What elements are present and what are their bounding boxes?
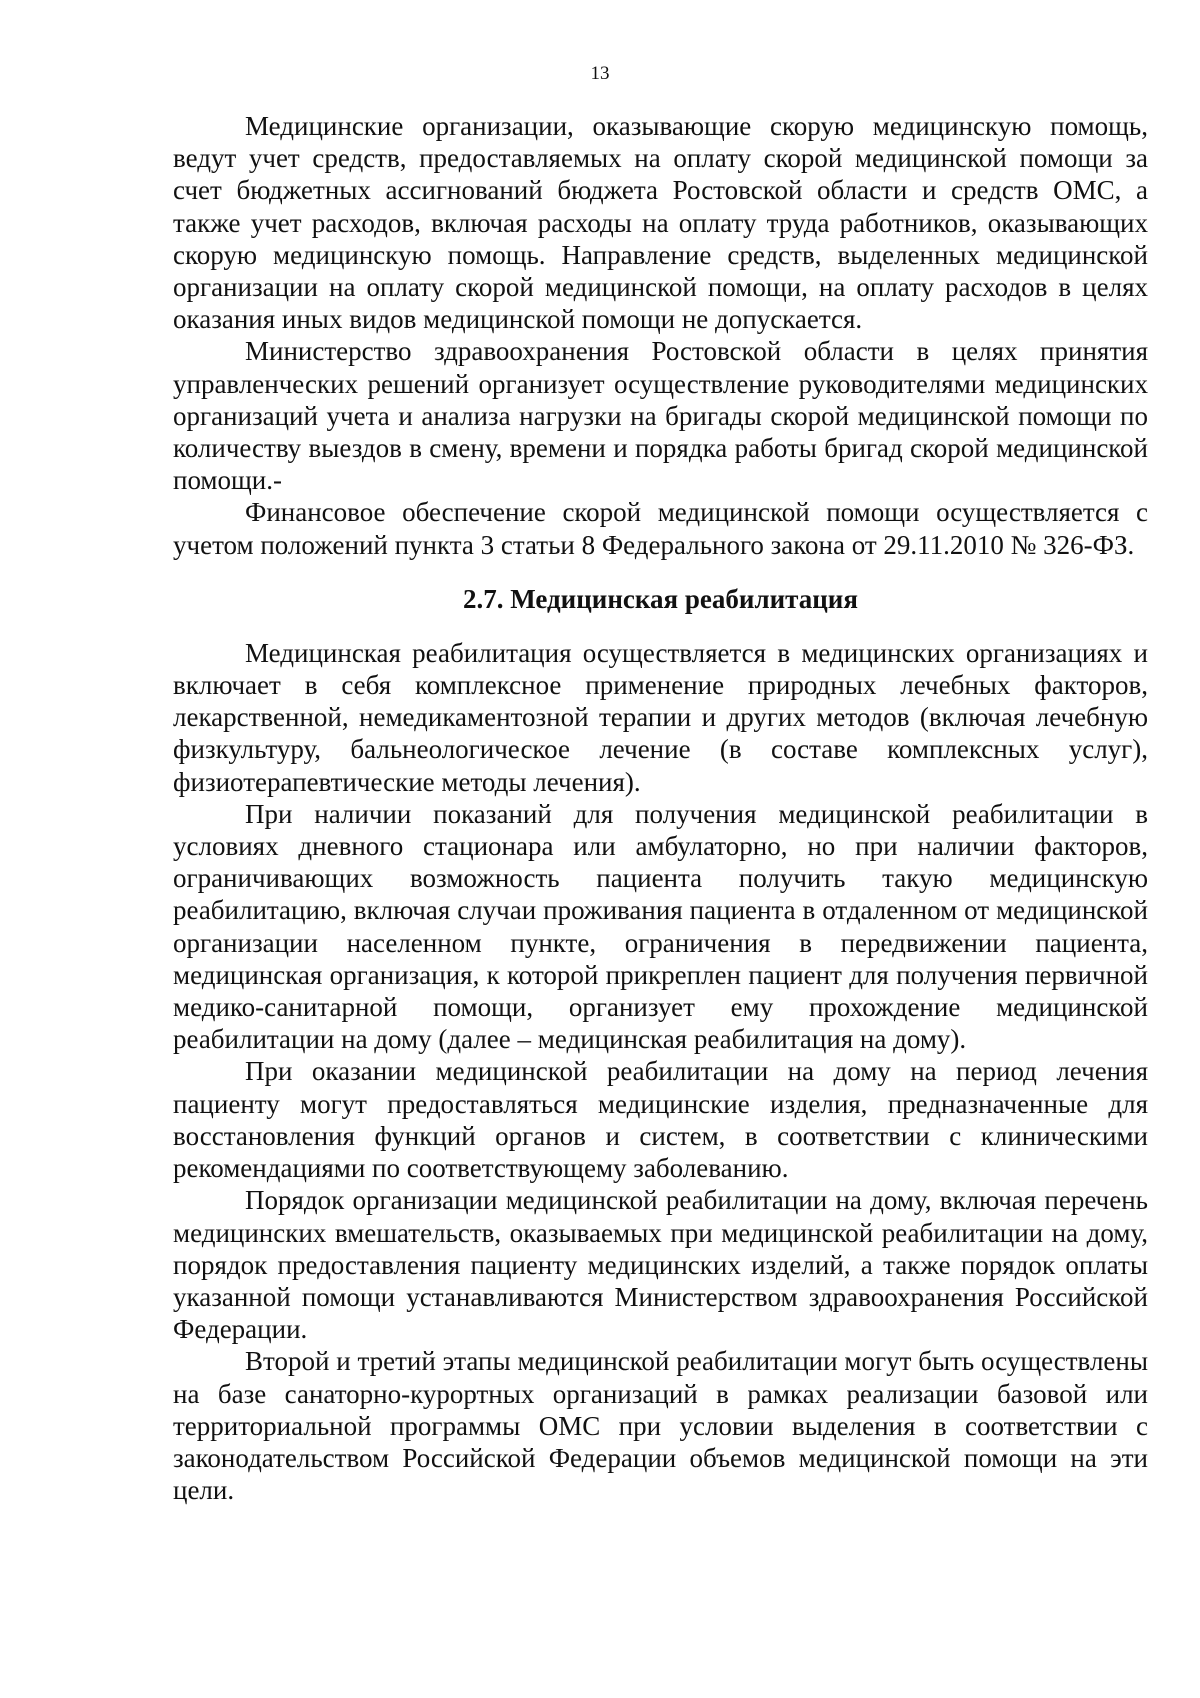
paragraph-organization-procedure: Порядок организации медицинской реабилитации на дому, включая перечень медицинских вмешательств, оказываемых при медицинской реабилитации на дому, порядок предоставления пациенту медицинских изделий, а также порядок оплаты указанной помощи устанавливаются Министерством здравоохранения Российской Федерации.	[173, 1185, 1148, 1345]
paragraph-ambulance-accounting: Медицинские организации, оказывающие скорую медицинскую помощь, ведут учет средств, предоставляемых на оплату скорой медицинской помощи за счет бюджетных ассигнований бюджета Ростовской области и средств ОМС, а также учет расходов, включая расходы на оплату труда работников, оказывающих скорую медицинскую помощь. Направление средств, выделенных медицинской организации на оплату скорой медицинской помощи, на оплату расходов в целях оказания иных видов медицинской помощи не допускается.	[173, 111, 1148, 335]
paragraph-home-rehabilitation: При наличии показаний для получения медицинской реабилитации в условиях дневного стационара или амбулаторно, но при наличии факторов, ограничивающих возможность пациента получить такую медицинскую реабилитацию, включая случаи проживания пациента в отдаленном от медицинской организации населенном пункте, ограничения в передвижении пациента, медицинская организация, к которой прикреплен пациент для получения первичной медико-санитарной помощи, организует ему прохождение медицинской реабилитации на дому (далее – медицинская реабилитация на дому).	[173, 798, 1148, 1055]
paragraph-sanatorium-stages: Второй и третий этапы медицинской реабилитации могут быть осуществлены на базе санаторно-курортных организаций в рамках реализации базовой или территориальной программы ОМС при условии выделения в соответствии с законодательством Российской Федерации объемов медицинской помощи на эти цели.	[173, 1346, 1148, 1506]
page-body	[173, 110, 1148, 1506]
paragraph-medical-devices: При оказании медицинской реабилитации на дому на период лечения пациенту могут предоставляться медицинские изделия, предназначенные для восстановления функций органов и систем, в соответствии с клиническими рекомендациями по соответствующему заболеванию.	[173, 1056, 1148, 1184]
section-heading-rehabilitation: 2.7. Медицинская реабилитация	[463, 583, 858, 614]
paragraph-ministry-decisions: Министерство здравоохранения Ростовской области в целях принятия управленческих решений организует осуществление руководителями медицинских организаций учета и анализа нагрузки на бригады скорой медицинской помощи по количеству выездов в смену, времени и порядка работы бригад скорой медицинской помощи.-	[173, 336, 1148, 496]
paragraph-ambulance-financing: Финансовое обеспечение скорой медицинской помощи осуществляется с учетом положений пункта 3 статьи 8 Федерального закона от 29.11.2010 № 326-ФЗ.	[173, 497, 1148, 560]
paragraph-rehabilitation-definition: Медицинская реабилитация осуществляется в медицинских организациях и включает в себя комплексное применение природных лечебных факторов, лекарственной, немедикаментозной терапии и других методов (включая лечебную физкультуру, бальнеологическое лечение (в составе комплексных услуг), физиотерапевтические методы лечения).	[173, 637, 1148, 797]
page-number: 13	[590, 63, 610, 84]
